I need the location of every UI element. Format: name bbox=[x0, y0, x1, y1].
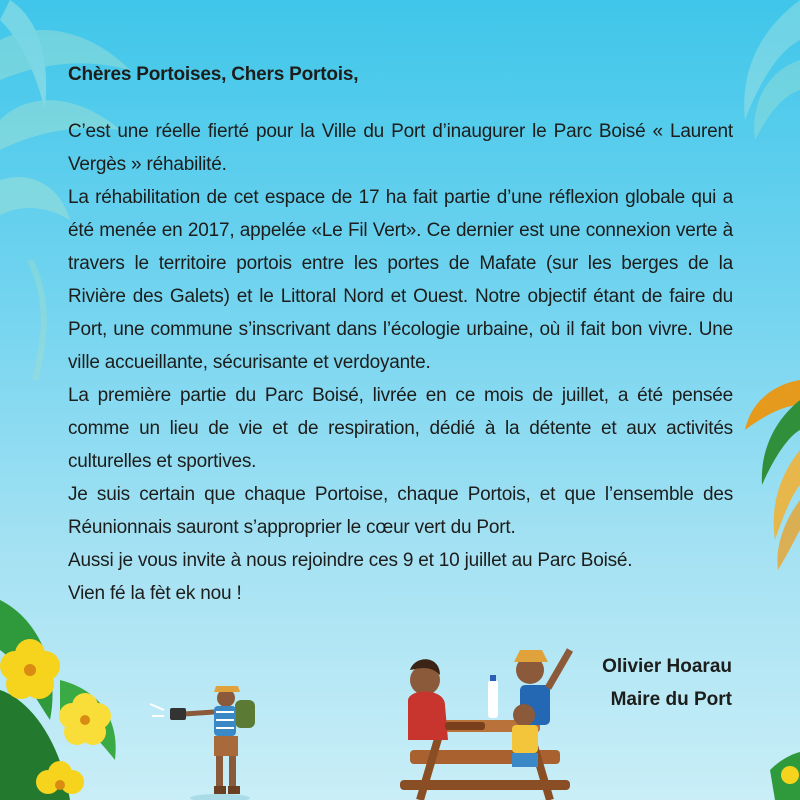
letter-paragraph: Vien fé la fèt ek nou ! bbox=[68, 583, 242, 604]
letter-paragraph: Je suis certain que chaque Portoise, chaque Portois, et que l’ensemble des Réunionnais sauront s’approprier le cœur vert du Port. bbox=[68, 484, 733, 538]
signature-block bbox=[602, 650, 732, 716]
letter-paragraph: C’est une réelle fierté pour la Ville du Port d’inaugurer le Parc Boisé « Laurent Vergès » réhabilité. bbox=[68, 121, 733, 175]
palm-leaves-illustration bbox=[745, 380, 800, 570]
yellow-flower-illustration bbox=[0, 600, 116, 800]
hiker-photographer-illustration bbox=[150, 686, 255, 800]
letter-greeting: Chères Portoises, Chers Portois, bbox=[68, 64, 359, 85]
letter-paragraph: La première partie du Parc Boisé, livrée en ce mois de juillet, a été pensée comme un lieu de vie et de respiration, dédié à la détente et aux activités culturelles et sportives. bbox=[68, 385, 733, 472]
picnic-family-illustration bbox=[400, 650, 570, 800]
palm-leaves-illustration bbox=[744, 0, 800, 140]
letter-paragraph: Aussi je vous invite à nous rejoindre ces 9 et 10 juillet au Parc Boisé. bbox=[68, 550, 633, 571]
yellow-flower-illustration bbox=[770, 752, 800, 800]
signatory-title: Maire du Port bbox=[610, 689, 732, 710]
signatory-name: Olivier Hoarau bbox=[602, 656, 732, 677]
mayor-letter bbox=[68, 58, 733, 610]
letter-paragraph: La réhabilitation de cet espace de 17 ha fait partie d’une réflexion globale qui a été menée en 2017, appelée «Le Fil Vert». Ce dernier est une connexion verte à travers le territoire portois entre les portes de Mafate (sur les berges de la Rivière des Galets) et le Littoral Nord et Ouest. Notre objectif étant de faire du Port, une commune s’inscrivant dans l’écologie urbaine, où il fait bon vivre. Une ville accueillante, sécurisante et verdoyante. bbox=[68, 187, 733, 373]
